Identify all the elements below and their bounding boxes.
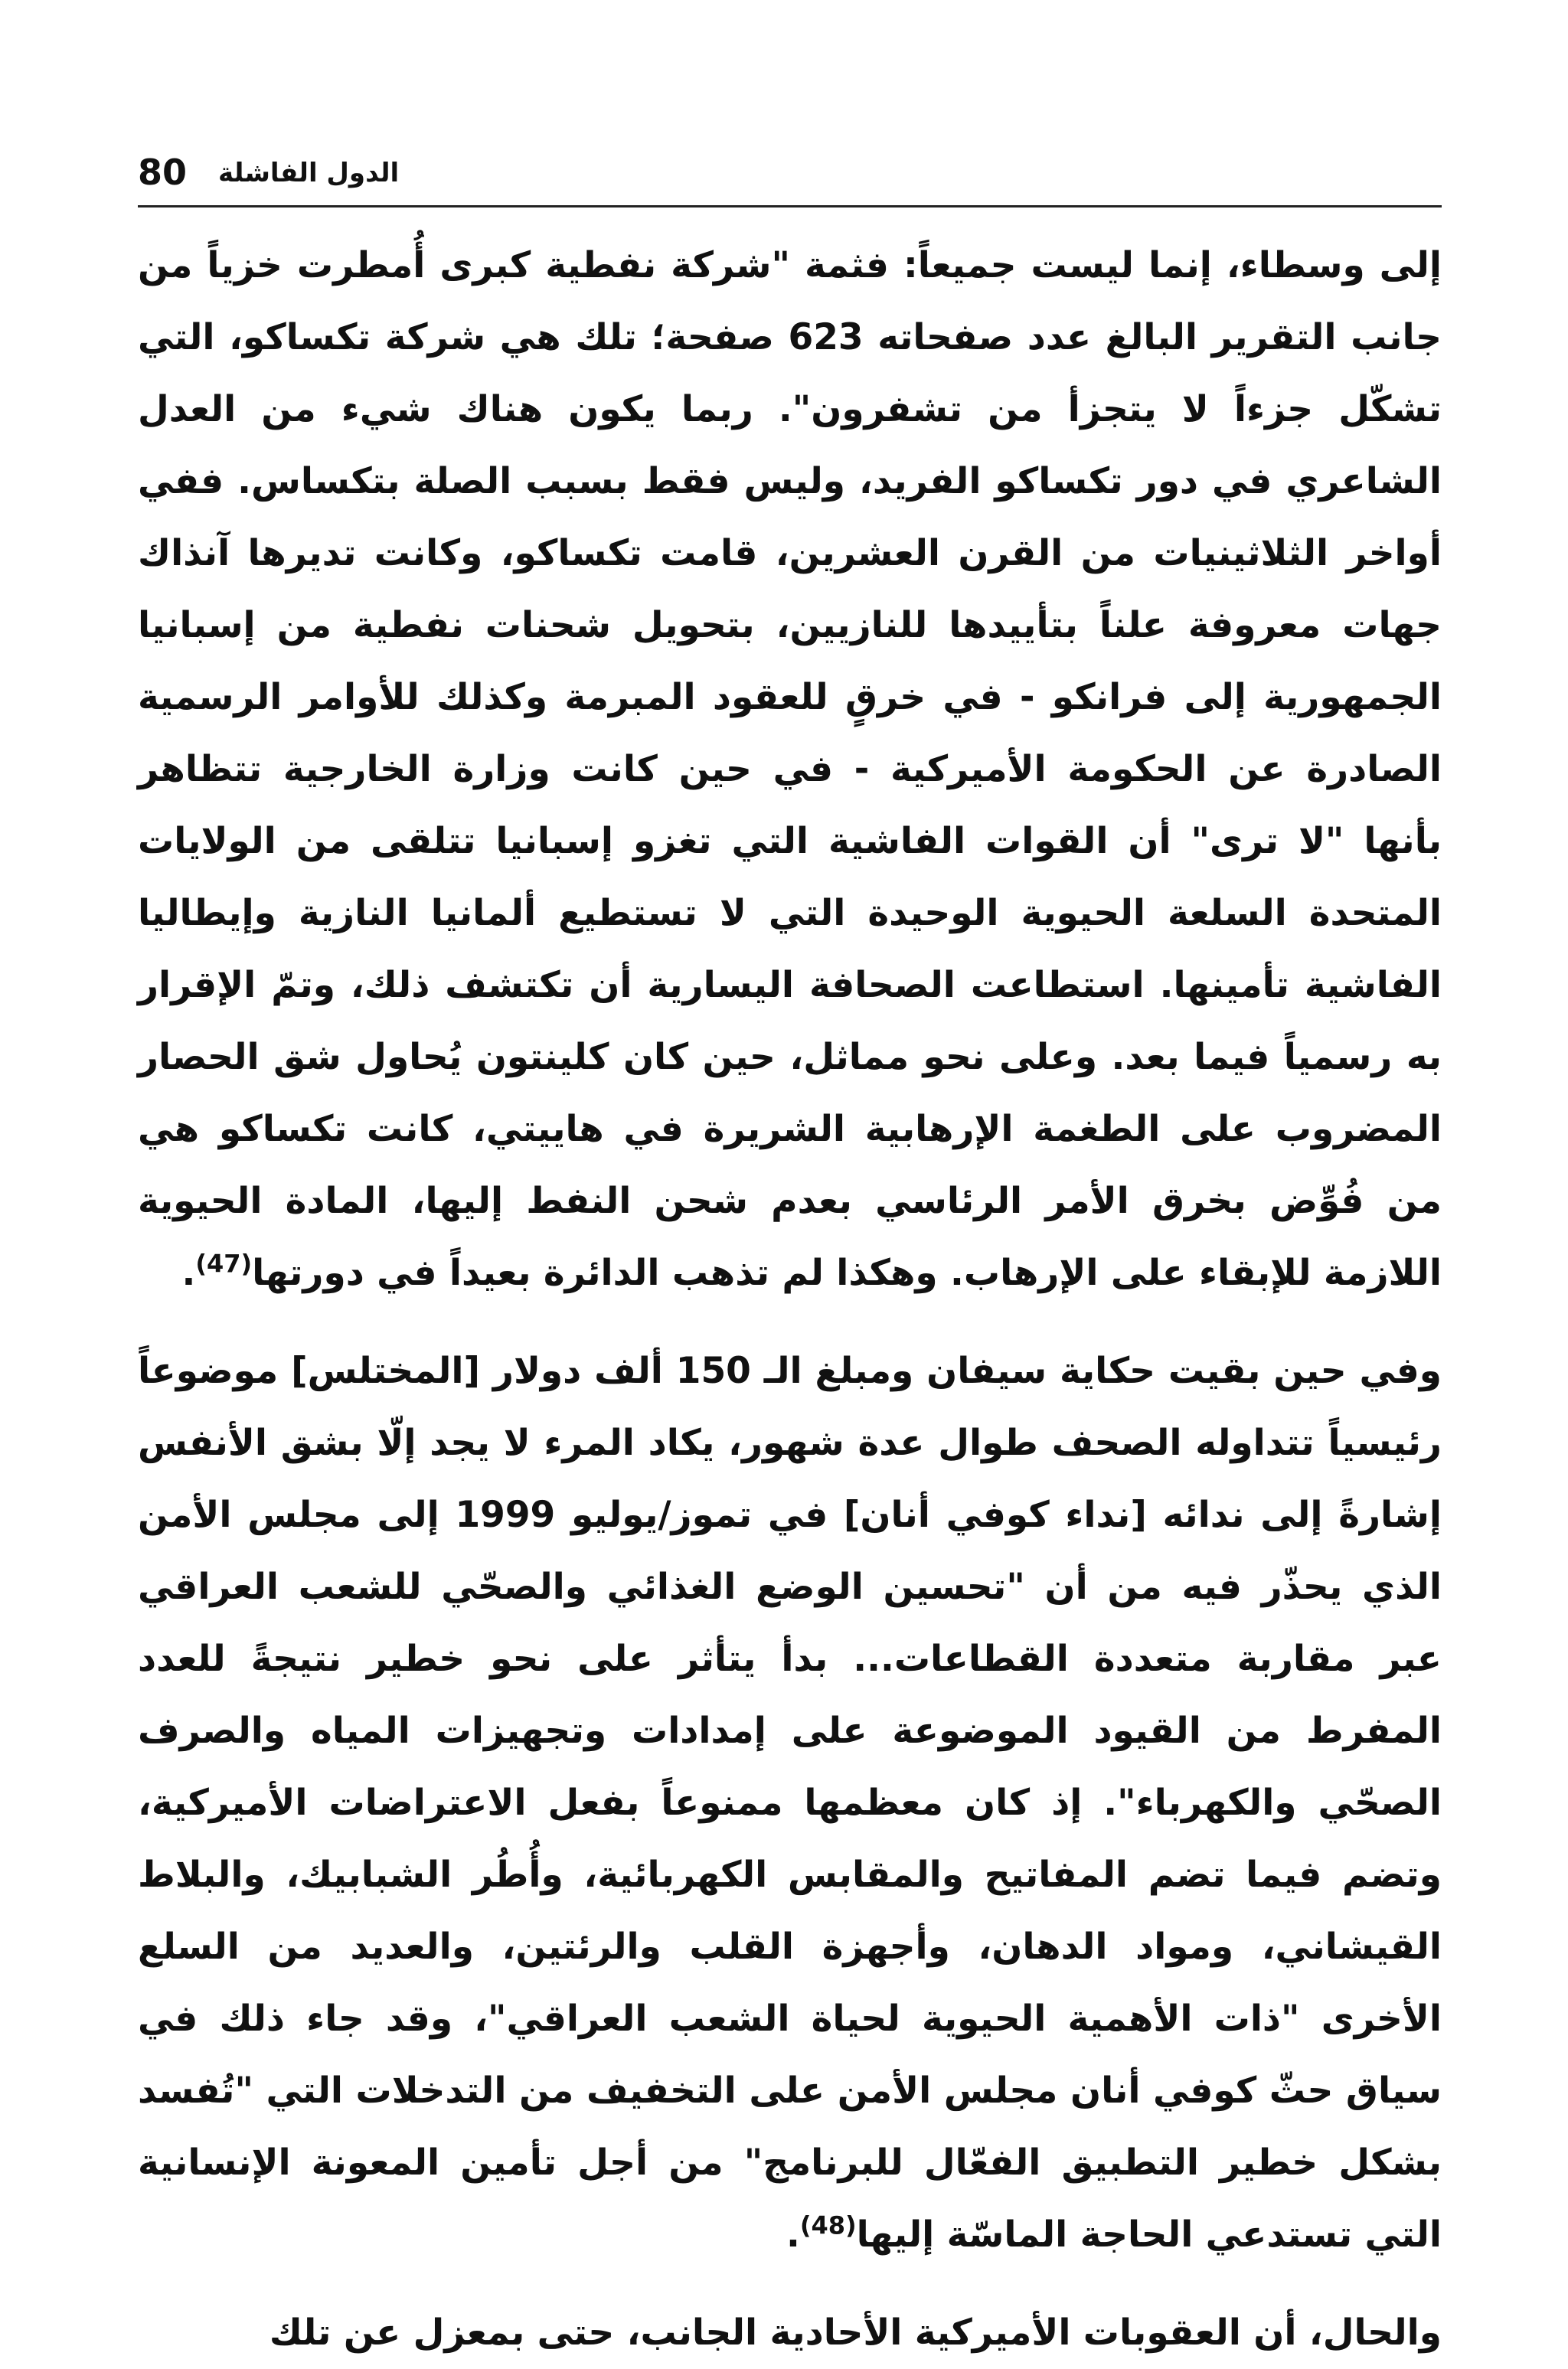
body-text	[138, 230, 1442, 2369]
running-head	[138, 145, 1442, 199]
page-number: 80	[138, 152, 188, 193]
paragraph-3-text: والحال، أن العقوبات الأميركية الأحادية الجانب، حتى بمعزل عن تلك	[269, 2312, 1442, 2354]
paragraph-2-end: .	[786, 2214, 800, 2256]
footnote-ref-47: (47)	[195, 1249, 253, 1279]
header-rule	[138, 205, 1442, 207]
paragraph-2	[138, 1335, 1442, 2271]
paragraph-2-text: وفي حين بقيت حكاية سيفان ومبلغ الـ 150 ألف دولار [المختلس] موضوعاً رئيسياً تتداوله الصحف طوال عدة شهور، يكاد المرء لا يجد إلّا بشق الأنفس إشارةً إلى ندائه [نداء كوفي أنان] في تموز/يوليو 1999 إلى مجلس الأمن الذي يحذّر فيه من أن "تحسين الوضع الغذائي والصحّي للشعب العراقي عبر مقاربة متعددة القطاعات... بدأ يتأثر على نحو خطير نتيجةً للعدد المفرط من القيود الموضوعة على إمدادات وتجهيزات المياه والصرف الصحّي والكهرباء". إذ كان معظمها ممنوعاً بفعل الاعتراضات الأميركية، وتضم فيما تضم المفاتيح والمقابس الكهربائية، وأُطُر الشبابيك، والبلاط القيشاني، ومواد الدهان، وأجهزة القلب والرئتين، والعديد من السلع الأخرى "ذات الأهمية الحيوية لحياة الشعب العراقي"، وقد جاء ذلك في سياق حثّ كوفي أنان مجلس الأمن على التخفيف من التدخلات التي "تُفسد بشكل خطير التطبيق الفعّال للبرنامج" من أجل تأمين المعونة الإنسانية التي تستدعي الحاجة الماسّة إليها	[138, 1350, 1442, 2256]
paragraph-1	[138, 230, 1442, 1309]
paragraph-1-end: .	[181, 1252, 196, 1294]
footnote-ref-48: (48)	[799, 2211, 857, 2240]
paragraph-3	[138, 2297, 1442, 2369]
paragraph-1-text: إلى وسطاء، إنما ليست جميعاً: فثمة "شركة نفطية كبرى أُمطرت خزياً من جانب التقرير البالغ عدد صفحاته 623 صفحة؛ تلك هي شركة تكساكو، التي تشكّل جزءاً لا يتجزأ من تشفرون". ربما يكون هناك شيء من العدل الشاعري في دور تكساكو الفريد، وليس فقط بسبب الصلة بتكساس. ففي أواخر الثلاثينيات من القرن العشرين، قامت تكساكو، وكانت تديرها آنذاك جهات معروفة علناً بتأييدها للنازيين، بتحويل شحنات نفطية من إسبانيا الجمهورية إلى فرانكو - في خرقٍ للعقود المبرمة وكذلك للأوامر الرسمية الصادرة عن الحكومة الأميركية - في حين كانت وزارة الخارجية تتظاهر بأنها "لا ترى" أن القوات الفاشية التي تغزو إسبانيا تتلقى من الولايات المتحدة السلعة الحيوية الوحيدة التي لا تستطيع ألمانيا النازية وإيطاليا الفاشية تأمينها. استطاعت الصحافة اليسارية أن تكتشف ذلك، وتمّ الإقرار به رسمياً فيما بعد. وعلى نحو مماثل، حين كان كلينتون يُحاول شق الحصار المضروب على الطغمة الإرهابية الشريرة في هاييتي، كانت تكساكو هي من فُوِّض بخرق الأمر الرئاسي بعدم شحن النفط إليها، المادة الحيوية اللازمة للإبقاء على الإرهاب. وهكذا لم تذهب الدائرة بعيداً في دورتها	[138, 244, 1442, 1294]
running-title: الدول الفاشلة	[218, 158, 400, 188]
